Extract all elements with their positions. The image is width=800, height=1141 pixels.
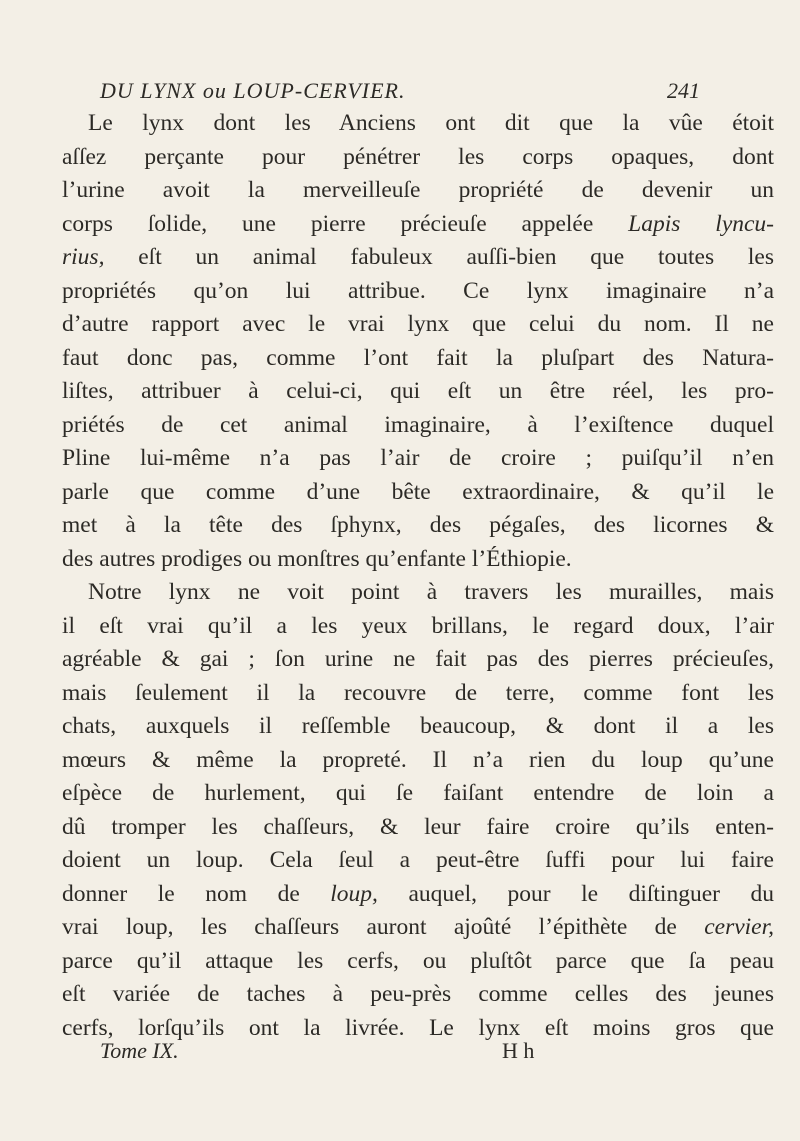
italic-term: cervier, xyxy=(704,914,775,940)
italic-term: loup, xyxy=(330,880,378,907)
text-line: parce qu’il attaque les cerfs, ou pluſtôt parce que ſa peau xyxy=(62,947,774,974)
text-line: l’urine avoit la merveilleuſe propriété de devenir un xyxy=(62,177,774,203)
volume-label: Tome IX. xyxy=(100,1038,179,1063)
text-line: mais ſeulement il la recouvre de terre, comme font les xyxy=(62,679,774,706)
italic-term: rius, xyxy=(62,244,105,270)
text-line xyxy=(62,241,774,275)
text-line: doient un loup. Cela ſeul a peut-être ſuffi pour lui faire xyxy=(62,847,774,873)
text-segment: eſt un animal fabuleux auſſi-bien que toutes les xyxy=(138,244,775,270)
text-line: propriétés qu’on lui attribue. Ce lynx imaginaire n’a xyxy=(62,277,774,304)
text-line: parle que comme d’une bête extraordinaire, & qu’il le xyxy=(62,478,774,505)
text-line: eſpèce de hurlement, qui ſe faiſant entendre de loin a xyxy=(62,780,774,806)
text-segment: vrai loup, les chaſſeurs auront ajoûté l’épithète de xyxy=(62,914,677,940)
text-segment: donner le nom de xyxy=(62,880,300,907)
text-line: aſſez perçante pour pénétrer les corps opaques, dont xyxy=(62,143,774,170)
text-line: agréable & gai ; ſon urine ne fait pas des pierres précieuſes, xyxy=(62,646,774,672)
page-number: 241 xyxy=(667,78,700,103)
text-line: chats, auxquels il reſſemble beaucoup, & dont il a les xyxy=(62,713,774,739)
text-line: Notre lynx ne voit point à travers les murailles, mais xyxy=(88,579,774,605)
text-line: Pline lui-même n’a pas l’air de croire ; puiſqu’il n’en xyxy=(62,445,774,471)
body-text xyxy=(62,107,774,1045)
text-line xyxy=(62,208,774,242)
text-line: cerfs, lorſqu’ils ont la livrée. Le lynx eſt moins gros que xyxy=(62,1014,774,1041)
page-footer xyxy=(100,1038,700,1070)
text-line: il eſt vrai qu’il a les yeux brillans, le regard doux, l’air xyxy=(62,612,774,639)
signature-mark: H h xyxy=(502,1038,535,1063)
text-line: Le lynx dont les Anciens ont dit que la vûe étoit xyxy=(88,110,774,136)
text-line: eſt variée de taches à peu-près comme celles des jeunes xyxy=(62,981,774,1007)
text-segment: auquel, pour le diſtinguer du xyxy=(408,880,774,907)
text-line xyxy=(62,911,774,945)
text-line: met à la tête des ſphynx, des pégaſes, des licornes & xyxy=(62,512,774,538)
text-line: mœurs & même la propreté. Il n’a rien du loup qu’une xyxy=(62,746,774,773)
running-header xyxy=(100,78,700,108)
text-line xyxy=(62,878,774,912)
text-line: liſtes, attribuer à celui-ci, qui eſt un être réel, les pro- xyxy=(62,378,774,404)
text-line: priétés de cet animal imaginaire, à l’exiſtence duquel xyxy=(62,411,774,438)
running-title: DU LYNX ou LOUP-CERVIER. xyxy=(100,78,406,103)
text-line: des autres prodiges ou monſtres qu’enfante l’Éthiopie. xyxy=(62,545,572,572)
text-line: faut donc pas, comme l’ont fait la pluſpart des Natura- xyxy=(62,344,774,371)
text-line: d’autre rapport avec le vrai lynx que celui du nom. Il ne xyxy=(62,311,774,337)
text-segment: corps ſolide, une pierre précieuſe appelée xyxy=(62,210,594,237)
italic-term: Lapis lyncu- xyxy=(628,210,775,237)
text-line: dû tromper les chaſſeurs, & leur faire croire qu’ils enten- xyxy=(62,813,774,840)
